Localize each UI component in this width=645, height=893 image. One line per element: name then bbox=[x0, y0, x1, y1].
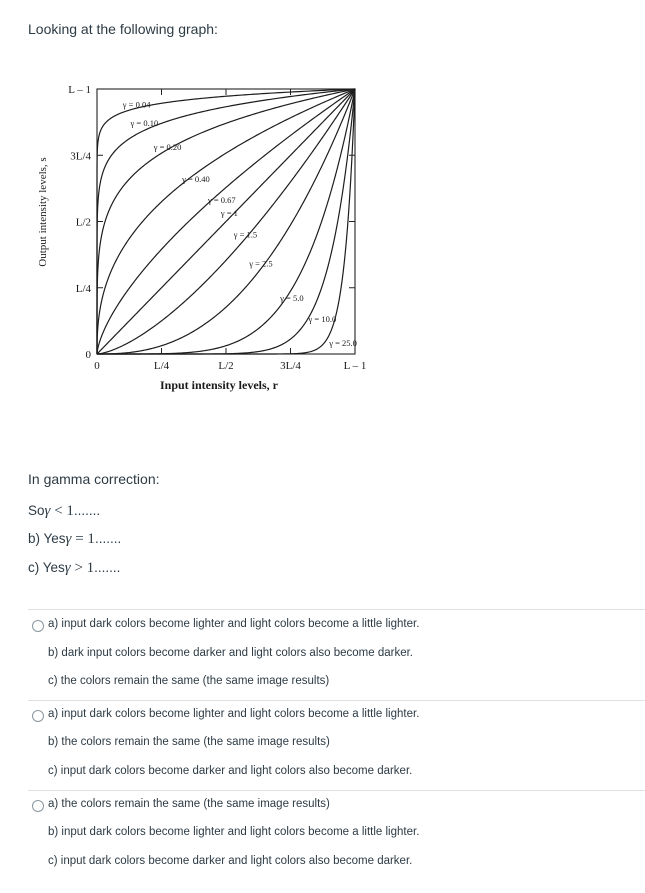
curve-label: γ = 25.0 bbox=[329, 338, 357, 349]
option-2-radio[interactable] bbox=[32, 710, 44, 722]
curve-label: γ = 0.10 bbox=[130, 118, 159, 129]
statement-relation: < 1 bbox=[50, 503, 74, 519]
gamma-correction-title: In gamma correction: bbox=[28, 471, 160, 487]
y-axis-label: Output intensity levels, s bbox=[37, 157, 49, 267]
statement-relation: > 1 bbox=[70, 560, 95, 576]
curve-label: γ = 0.20 bbox=[153, 141, 182, 152]
answer-option-3[interactable] bbox=[28, 797, 628, 817]
curve-label: γ = 1.5 bbox=[233, 229, 258, 240]
y-tick-label: L – 1 bbox=[68, 84, 91, 96]
curve-label: γ = 0.04 bbox=[122, 99, 151, 110]
gamma-symbol: γ bbox=[64, 560, 71, 576]
statement-blank: ....... bbox=[94, 531, 122, 546]
option-divider bbox=[28, 700, 645, 701]
statement-blank: ....... bbox=[73, 503, 101, 518]
gamma-statement-lt1 bbox=[28, 503, 100, 520]
option-2-line-b: b) the colors remain the same (the same image results) bbox=[48, 736, 330, 748]
option-1-line-c: c) the colors remain the same (the same image results) bbox=[48, 675, 330, 687]
x-tick-label: 3L/4 bbox=[280, 360, 301, 372]
y-tick-label: 0 bbox=[85, 349, 91, 361]
curve-label: γ = 0.67 bbox=[207, 194, 236, 205]
curve-label: γ = 10.0 bbox=[308, 314, 337, 325]
statement-relation: = 1 bbox=[71, 531, 95, 547]
option-3-line-a: a) the colors remain the same (the same image results) bbox=[48, 798, 330, 810]
gamma-curves-chart bbox=[32, 72, 372, 397]
x-tick-label: L/4 bbox=[153, 360, 170, 372]
chart-ticks bbox=[68, 84, 366, 372]
option-divider bbox=[28, 790, 645, 791]
option-1-line-a: a) input dark colors become lighter and light colors become a little lighter. bbox=[48, 618, 420, 630]
y-tick-label: 3L/4 bbox=[70, 150, 91, 163]
gamma-statement-gt1 bbox=[28, 560, 120, 577]
option-3-line-c: c) input dark colors become darker and light colors also become darker. bbox=[48, 855, 413, 867]
gamma-symbol: γ bbox=[44, 503, 51, 519]
x-tick-label: 0 bbox=[94, 360, 100, 372]
x-tick-label: L – 1 bbox=[343, 360, 367, 372]
option-1-radio[interactable] bbox=[32, 620, 44, 632]
gamma-symbol: γ bbox=[65, 531, 72, 547]
option-1-line-b: b) dark input colors become darker and light colors also become darker. bbox=[48, 647, 413, 659]
y-tick-label: L/2 bbox=[75, 216, 91, 229]
chart-curve-labels bbox=[122, 100, 357, 348]
y-tick-label: L/4 bbox=[75, 282, 91, 295]
statement-prefix: b) Yes bbox=[28, 531, 66, 546]
statement-blank: ....... bbox=[94, 560, 121, 575]
option-2-line-c: c) input dark colors become darker and light colors also become darker. bbox=[48, 765, 413, 777]
answer-option-1[interactable] bbox=[28, 617, 628, 637]
curve-label: γ = 2.5 bbox=[249, 258, 273, 269]
statement-prefix: So bbox=[28, 503, 45, 518]
curve-label: γ = 1 bbox=[220, 208, 238, 219]
curve-label: γ = 0.40 bbox=[182, 173, 210, 184]
statement-prefix: c) Yes bbox=[28, 560, 65, 575]
option-3-radio[interactable] bbox=[32, 800, 44, 812]
option-3-line-b: b) input dark colors become lighter and light colors become a little lighter. bbox=[48, 826, 420, 838]
option-2-line-a: a) input dark colors become lighter and light colors become a little lighter. bbox=[48, 708, 420, 720]
gamma-statement-eq1 bbox=[28, 531, 121, 548]
x-tick-label: L/2 bbox=[218, 360, 234, 372]
x-axis-label: Input intensity levels, r bbox=[159, 378, 279, 392]
curve-label: γ = 5.0 bbox=[280, 293, 304, 303]
answer-option-2[interactable] bbox=[28, 707, 628, 727]
option-divider bbox=[28, 609, 645, 610]
question-intro: Looking at the following graph: bbox=[28, 21, 218, 37]
